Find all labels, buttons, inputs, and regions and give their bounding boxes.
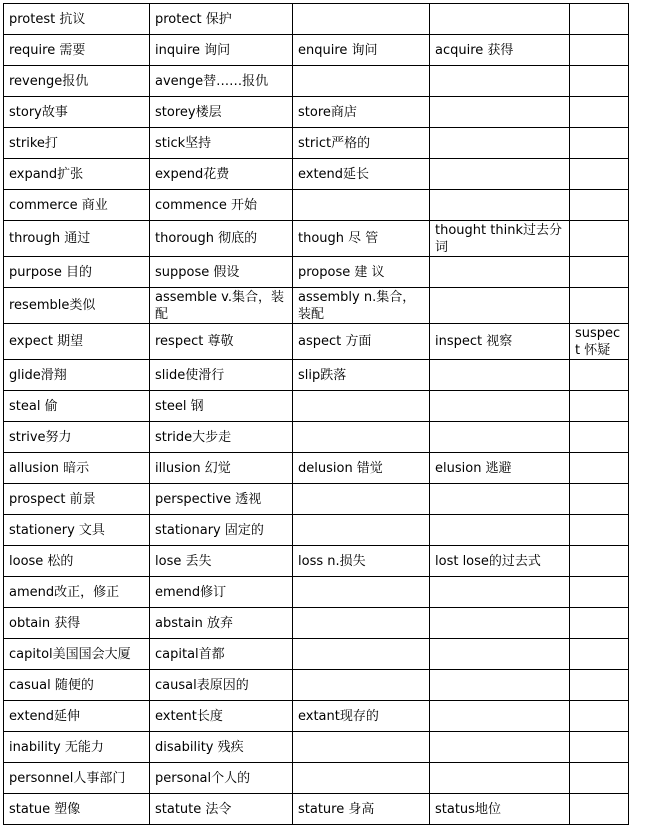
table-cell xyxy=(430,515,570,546)
table-cell xyxy=(570,670,629,701)
table-row xyxy=(4,794,629,825)
table-cell xyxy=(570,453,629,484)
table-cell xyxy=(570,732,629,763)
table-cell: aspect 方面 xyxy=(293,324,430,360)
table-cell xyxy=(430,190,570,221)
table-cell xyxy=(430,391,570,422)
table-cell: storey楼层 xyxy=(150,97,293,128)
table-cell xyxy=(570,190,629,221)
table-cell: illusion 幻觉 xyxy=(150,453,293,484)
table-cell: propose 建 议 xyxy=(293,257,430,288)
table-row xyxy=(4,324,629,360)
table-cell: thorough 彻底的 xyxy=(150,221,293,257)
table-cell: avenge替……报仇 xyxy=(150,66,293,97)
table-row xyxy=(4,515,629,546)
table-cell xyxy=(430,701,570,732)
table-cell xyxy=(430,763,570,794)
table-cell xyxy=(570,97,629,128)
table-cell: stature 身高 xyxy=(293,794,430,825)
table-row xyxy=(4,577,629,608)
table-cell: status地位 xyxy=(430,794,570,825)
table-row xyxy=(4,257,629,288)
table-row xyxy=(4,763,629,794)
table-cell xyxy=(430,732,570,763)
table-cell: extent长度 xyxy=(150,701,293,732)
table-cell: story故事 xyxy=(4,97,150,128)
table-cell xyxy=(293,391,430,422)
table-row xyxy=(4,422,629,453)
table-cell: glide滑翔 xyxy=(4,360,150,391)
table-cell xyxy=(430,360,570,391)
table-cell: suspect 怀疑 xyxy=(570,324,629,360)
table-row xyxy=(4,608,629,639)
table-cell xyxy=(570,701,629,732)
table-cell: causal表原因的 xyxy=(150,670,293,701)
table-cell: slip跌落 xyxy=(293,360,430,391)
table-cell xyxy=(430,484,570,515)
table-cell: steel 钢 xyxy=(150,391,293,422)
vocabulary-table-body xyxy=(4,4,629,825)
table-cell xyxy=(293,670,430,701)
table-cell xyxy=(570,4,629,35)
table-cell: strict严格的 xyxy=(293,128,430,159)
table-row xyxy=(4,391,629,422)
table-cell: expend花费 xyxy=(150,159,293,190)
table-cell xyxy=(570,360,629,391)
table-cell: loss n.损失 xyxy=(293,546,430,577)
table-cell: lose 丢失 xyxy=(150,546,293,577)
table-row xyxy=(4,288,629,324)
table-cell: strive努力 xyxy=(4,422,150,453)
table-cell: extant现存的 xyxy=(293,701,430,732)
table-cell: lost lose的过去式 xyxy=(430,546,570,577)
table-row xyxy=(4,484,629,515)
table-cell xyxy=(570,794,629,825)
table-cell: prospect 前景 xyxy=(4,484,150,515)
table-row xyxy=(4,453,629,484)
table-cell: allusion 暗示 xyxy=(4,453,150,484)
table-cell: loose 松的 xyxy=(4,546,150,577)
table-cell: expand扩张 xyxy=(4,159,150,190)
table-row xyxy=(4,546,629,577)
table-cell: capital首都 xyxy=(150,639,293,670)
table-cell: amend改正，修正 xyxy=(4,577,150,608)
table-cell xyxy=(293,4,430,35)
table-cell: expect 期望 xyxy=(4,324,150,360)
table-cell xyxy=(293,484,430,515)
table-cell: respect 尊敬 xyxy=(150,324,293,360)
table-cell: stride大步走 xyxy=(150,422,293,453)
table-cell: enquire 询问 xyxy=(293,35,430,66)
table-cell xyxy=(570,639,629,670)
table-cell: resemble类似 xyxy=(4,288,150,324)
table-cell xyxy=(293,732,430,763)
table-cell xyxy=(430,97,570,128)
table-row xyxy=(4,190,629,221)
table-cell: capitol美国国会大厦 xyxy=(4,639,150,670)
table-cell xyxy=(570,221,629,257)
table-cell: personnel人事部门 xyxy=(4,763,150,794)
table-cell: extend延伸 xyxy=(4,701,150,732)
table-cell: delusion 错觉 xyxy=(293,453,430,484)
table-cell: perspective 透视 xyxy=(150,484,293,515)
table-cell xyxy=(430,422,570,453)
table-cell: strike打 xyxy=(4,128,150,159)
table-cell xyxy=(570,159,629,190)
table-cell xyxy=(570,546,629,577)
table-cell: acquire 获得 xyxy=(430,35,570,66)
table-cell xyxy=(430,288,570,324)
table-cell xyxy=(293,66,430,97)
table-cell: thought think过去分词 xyxy=(430,221,570,257)
table-cell xyxy=(570,763,629,794)
table-row xyxy=(4,221,629,257)
table-cell: statue 塑像 xyxy=(4,794,150,825)
table-cell xyxy=(430,577,570,608)
table-cell: though 尽 管 xyxy=(293,221,430,257)
table-cell: protect 保护 xyxy=(150,4,293,35)
table-cell: require 需要 xyxy=(4,35,150,66)
table-cell xyxy=(570,484,629,515)
table-cell: store商店 xyxy=(293,97,430,128)
table-row xyxy=(4,35,629,66)
table-cell: protest 抗议 xyxy=(4,4,150,35)
table-cell xyxy=(430,257,570,288)
table-cell: slide使滑行 xyxy=(150,360,293,391)
table-cell: elusion 逃避 xyxy=(430,453,570,484)
table-cell xyxy=(430,4,570,35)
table-row xyxy=(4,159,629,190)
table-cell: abstain 放弃 xyxy=(150,608,293,639)
table-cell xyxy=(570,577,629,608)
table-cell xyxy=(570,288,629,324)
table-cell: steal 偷 xyxy=(4,391,150,422)
table-cell xyxy=(430,66,570,97)
table-row xyxy=(4,66,629,97)
table-cell: suppose 假设 xyxy=(150,257,293,288)
table-cell xyxy=(570,257,629,288)
table-row xyxy=(4,4,629,35)
table-cell: stationery 文具 xyxy=(4,515,150,546)
table-cell xyxy=(570,608,629,639)
table-cell xyxy=(430,639,570,670)
table-row xyxy=(4,97,629,128)
table-cell: extend延长 xyxy=(293,159,430,190)
table-cell xyxy=(430,159,570,190)
table-cell: emend修订 xyxy=(150,577,293,608)
table-cell: statute 法令 xyxy=(150,794,293,825)
table-cell: obtain 获得 xyxy=(4,608,150,639)
table-cell: commence 开始 xyxy=(150,190,293,221)
table-row xyxy=(4,701,629,732)
table-cell: revenge报仇 xyxy=(4,66,150,97)
table-cell: stick坚持 xyxy=(150,128,293,159)
table-cell xyxy=(293,577,430,608)
table-row xyxy=(4,639,629,670)
table-cell xyxy=(570,128,629,159)
table-cell: assembly n.集合，装配 xyxy=(293,288,430,324)
table-cell xyxy=(570,66,629,97)
table-row xyxy=(4,670,629,701)
table-cell xyxy=(570,422,629,453)
table-cell: purpose 目的 xyxy=(4,257,150,288)
table-cell xyxy=(570,515,629,546)
table-cell xyxy=(293,639,430,670)
table-cell xyxy=(293,190,430,221)
table-row xyxy=(4,360,629,391)
table-row xyxy=(4,732,629,763)
table-cell xyxy=(293,515,430,546)
table-cell xyxy=(293,608,430,639)
table-cell xyxy=(430,670,570,701)
table-cell: inquire 询问 xyxy=(150,35,293,66)
table-cell: assemble v.集合，装配 xyxy=(150,288,293,324)
table-cell xyxy=(570,391,629,422)
table-cell: stationary 固定的 xyxy=(150,515,293,546)
table-cell: casual 随便的 xyxy=(4,670,150,701)
table-cell: inspect 视察 xyxy=(430,324,570,360)
table-row xyxy=(4,128,629,159)
vocabulary-table xyxy=(3,3,629,825)
table-cell xyxy=(293,763,430,794)
table-cell: inability 无能力 xyxy=(4,732,150,763)
table-cell: through 通过 xyxy=(4,221,150,257)
table-cell xyxy=(430,128,570,159)
table-cell xyxy=(430,608,570,639)
table-cell: commerce 商业 xyxy=(4,190,150,221)
table-cell xyxy=(293,422,430,453)
table-cell: disability 残疾 xyxy=(150,732,293,763)
table-cell: personal个人的 xyxy=(150,763,293,794)
table-cell xyxy=(570,35,629,66)
